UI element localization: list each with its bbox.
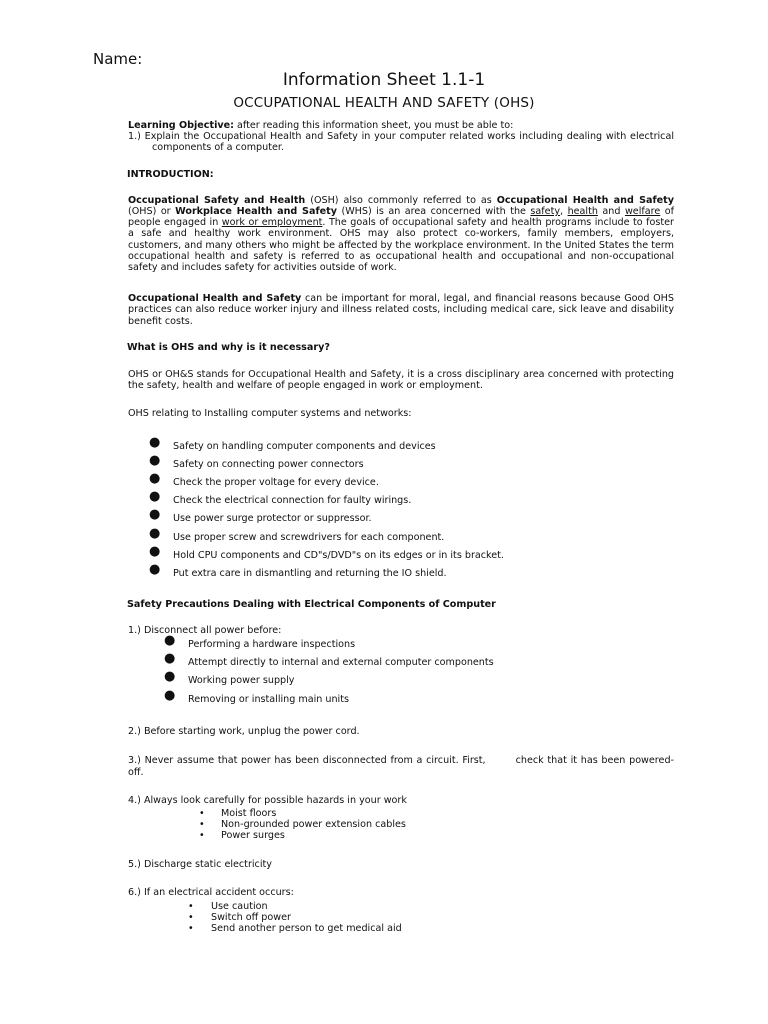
list-item-text: Safety on handling computer components and devices [173, 440, 436, 452]
bullet-icon: • [188, 922, 194, 934]
list-item-text: Performing a hardware inspections [188, 638, 356, 650]
list-item [128, 543, 674, 568]
learning-objective-text: after reading this information sheet, you must be able to: [233, 120, 514, 131]
bullet-icon: ● [164, 687, 176, 703]
list-item [128, 901, 674, 912]
introduction-heading: INTRODUCTION: [127, 168, 214, 180]
list-item [128, 687, 674, 712]
intro-term-ohs-2: Occupational Health and Safety [128, 293, 302, 305]
page-subtitle: OCCUPATIONAL HEALTH AND SAFETY (OHS) [233, 95, 535, 111]
what-is-ohs-heading: What is OHS and why is it necessary? [127, 341, 330, 353]
bullet-icon: • [188, 900, 194, 912]
what-is-ohs-paragraph: OHS or OH&S stands for Occupational Health and Safety, it is a cross disciplinary area concerned with protecting the safety, health and welfare of people engaged in work or employment. [128, 369, 674, 392]
learning-objective-item: 1.) Explain the Occupational Health and Safety in your computer related works including dealing with electrical components of a computer. [128, 131, 674, 154]
list-item-text: Use power surge protector or suppressor. [173, 513, 372, 525]
precaution-step-3-text: 3.) Never assume that power has been disconnected from a circuit. First, [128, 755, 486, 767]
list-item-text: Use proper screw and screwdrivers for each component. [173, 531, 445, 543]
list-item [128, 912, 674, 923]
intro-text: , [560, 206, 568, 218]
intro-text: and [597, 206, 625, 218]
list-item [128, 650, 674, 675]
intro-text: . The goals of occupational safety and health programs include to foster a safe and healthy work environment. OHS may also protect co-workers, family members, employers, customers, and many others who might be affected by the workplace environment. In the United States the term occupational health and safety is referred to as occupational health and occupational and non-occupational safety and includes safety for activities outside of work. [128, 217, 674, 274]
intro-term-ohs: Occupational Health and Safety [496, 194, 674, 206]
bullet-icon: • [199, 830, 205, 842]
list-item [128, 507, 674, 531]
name-label: Name: [93, 50, 143, 68]
bullet-icon: ● [149, 452, 161, 468]
intro-text: of people engaged in [128, 206, 674, 229]
precaution-step-1-list [128, 632, 674, 713]
health-link[interactable]: health [567, 206, 598, 218]
bullet-icon: ● [149, 543, 161, 559]
list-item [128, 434, 674, 459]
ohs-installing-paragraph: OHS relating to Installing computer systems and networks: [128, 408, 412, 420]
bullet-icon: ● [149, 489, 161, 505]
bullet-icon: ● [149, 561, 161, 577]
bullet-icon: ● [164, 650, 176, 666]
bullet-icon: ● [149, 507, 161, 523]
list-item [128, 525, 674, 550]
list-item-text: Send another person to get medical aid [211, 922, 402, 934]
learning-objective [128, 120, 674, 131]
precaution-step-5: 5.) Discharge static electricity [128, 859, 272, 871]
precaution-step-3-text: check that it has been powered-off. [128, 755, 674, 778]
precaution-step-6: 6.) If an electrical accident occurs: [128, 887, 294, 899]
document-body [128, 120, 674, 934]
intro-text: (OHS) or [128, 206, 176, 218]
intro-text: can be important for moral, legal, and financial reasons because Good OHS practices can also reduce worker injury and illness related costs, including medical care, sick leave and disability benefit costs. [128, 293, 674, 327]
list-item-text: Moist floors [221, 807, 277, 819]
list-item [128, 561, 674, 586]
bullet-icon: ● [149, 525, 161, 541]
precaution-step-4-list [128, 808, 674, 841]
list-item-text: Safety on connecting power connectors [173, 458, 364, 470]
list-item-text: Put extra care in dismantling and returning the IO shield. [173, 567, 447, 579]
intro-term-osh: Occupational Safety and Health [128, 194, 306, 206]
bullet-icon: ● [164, 632, 176, 648]
welfare-link[interactable]: welfare [624, 206, 661, 218]
list-item-text: Use caution [211, 900, 268, 912]
bullet-icon: ● [149, 434, 161, 450]
intro-text: (OSH) also commonly referred to as [305, 194, 497, 206]
list-item [128, 471, 674, 495]
list-item-text: Check the proper voltage for every device. [173, 477, 379, 489]
precaution-step-6-list [128, 901, 674, 934]
list-item [128, 452, 674, 477]
work-or-employment-link[interactable]: work or employment [221, 217, 323, 229]
bullet-icon: ● [164, 669, 176, 685]
precaution-step-1: 1.) Disconnect all power before: [128, 625, 282, 637]
precaution-step-4: 4.) Always look carefully for possible hazards in your work [128, 794, 407, 806]
bullet-icon: • [188, 911, 194, 923]
bullet-icon: ● [149, 471, 161, 487]
bullet-icon: • [199, 819, 205, 831]
list-item [128, 669, 674, 693]
list-item-text: Switch off power [211, 911, 291, 923]
precaution-step-3 [128, 755, 674, 777]
list-item-text: Non-grounded power extension cables [221, 819, 406, 831]
safety-link[interactable]: safety [530, 206, 561, 218]
list-item [128, 489, 674, 513]
list-item-text: Attempt directly to internal and external computer components [188, 656, 494, 668]
ohs-installing-list [128, 434, 674, 587]
intro-text: (WHS) is an area concerned with the [336, 206, 531, 218]
intro-paragraph-2 [128, 293, 674, 327]
list-item-text: Hold CPU components and CD"s/DVD"s on its edges or in its bracket. [173, 549, 504, 561]
list-item-text: Removing or installing main units [188, 693, 349, 705]
list-item [128, 830, 674, 841]
intro-term-whs: Workplace Health and Safety [175, 206, 337, 218]
list-item [128, 923, 674, 934]
learning-objective-label: Learning Objective: [128, 120, 234, 131]
list-item-text: Power surges [221, 830, 285, 842]
intro-paragraph-1 [128, 195, 674, 273]
bullet-icon: • [199, 807, 205, 819]
safety-precautions-heading: Safety Precautions Dealing with Electrical Components of Computer [127, 599, 496, 611]
list-item-text: Check the electrical connection for faulty wirings. [173, 495, 412, 507]
list-item [128, 819, 674, 830]
precaution-step-2: 2.) Before starting work, unplug the power cord. [128, 726, 360, 738]
page-title: Information Sheet 1.1-1 [282, 70, 486, 90]
list-item-text: Working power supply [188, 675, 295, 687]
list-item [128, 808, 674, 819]
list-item [128, 632, 674, 657]
